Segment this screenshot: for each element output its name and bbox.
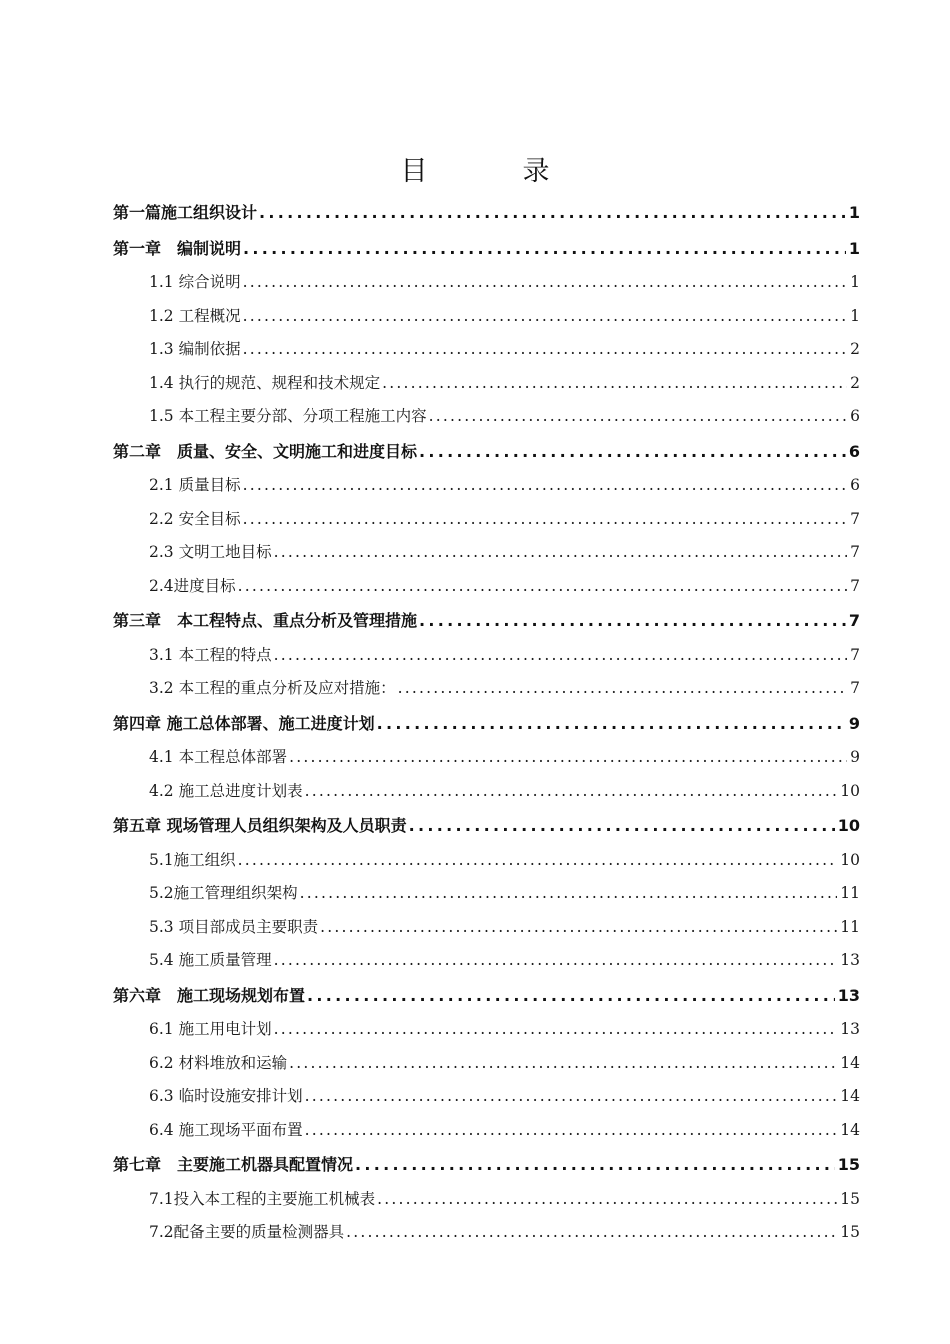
- toc-entry-label: 第四章 施工总体部署、施工进度计划: [113, 713, 375, 733]
- toc-dot-leader: [238, 844, 838, 878]
- toc-page-number: 1: [850, 273, 860, 291]
- toc-section-entry[interactable]: [113, 911, 860, 945]
- toc-page-number: 9: [850, 748, 860, 766]
- table-of-contents: [113, 195, 860, 1250]
- toc-entry-label: 4.2 施工总进度计划表: [149, 781, 303, 800]
- toc-chapter-entry[interactable]: [113, 1147, 860, 1183]
- toc-dot-leader: [289, 741, 847, 775]
- toc-entry-label: 1.2 工程概况: [149, 306, 241, 325]
- toc-page-number: 1: [848, 238, 860, 258]
- toc-page-number: 13: [840, 951, 860, 969]
- toc-chapter-entry[interactable]: [113, 195, 860, 231]
- toc-chapter-entry[interactable]: [113, 808, 860, 844]
- toc-dot-leader: [289, 1047, 837, 1081]
- toc-section-entry[interactable]: [113, 503, 860, 537]
- toc-section-entry[interactable]: [113, 877, 860, 911]
- toc-page-number: 14: [840, 1120, 860, 1139]
- toc-section-entry[interactable]: [113, 775, 860, 809]
- toc-section-entry[interactable]: [113, 1047, 860, 1081]
- toc-page-number: 6: [850, 407, 860, 425]
- toc-dot-leader: [274, 536, 848, 570]
- toc-entry-label: 第一篇施工组织设计: [113, 203, 258, 222]
- toc-entry-label: 1.4 执行的规范、规程和技术规定: [149, 373, 381, 392]
- toc-dot-leader: [274, 1013, 838, 1047]
- page-title: 目 录: [400, 156, 584, 188]
- toc-section-entry[interactable]: [113, 1080, 860, 1114]
- toc-dot-leader: [274, 639, 848, 673]
- toc-section-entry[interactable]: [113, 1114, 860, 1148]
- toc-entry-label: 第五章 现场管理人员组织架构及人员职责: [113, 816, 407, 835]
- toc-dot-leader: [238, 570, 847, 604]
- toc-page-number: 1: [848, 203, 860, 222]
- toc-dot-leader: [377, 1183, 837, 1217]
- toc-chapter-entry[interactable]: [113, 978, 860, 1014]
- toc-entry-label: 2.3 文明工地目标: [149, 543, 272, 561]
- toc-entry-label: 3.2 本工程的重点分析及应对措施：: [149, 679, 396, 697]
- toc-entry-label: 第一章 编制说明: [113, 238, 242, 258]
- toc-entry-label: 5.4 施工质量管理: [149, 951, 272, 969]
- toc-dot-leader: [305, 1080, 838, 1114]
- toc-dot-leader: [419, 434, 846, 470]
- toc-entry-label: 6.3 临时设施安排计划: [149, 1087, 303, 1105]
- toc-dot-leader: [377, 706, 846, 742]
- toc-dot-leader: [346, 1216, 837, 1250]
- toc-page-number: 10: [840, 781, 860, 800]
- toc-dot-leader: [259, 195, 846, 231]
- toc-section-entry[interactable]: [113, 266, 860, 300]
- toc-dot-leader: [320, 911, 837, 945]
- toc-page-number: 15: [840, 1223, 860, 1241]
- toc-page-number: 9: [848, 713, 860, 733]
- toc-page-number: 13: [840, 1020, 860, 1038]
- toc-page-number: 7: [850, 645, 860, 664]
- toc-section-entry[interactable]: [113, 844, 860, 878]
- toc-page-number: 1: [850, 306, 860, 325]
- toc-page-number: 6: [850, 476, 860, 494]
- toc-entry-label: 7.1投入本工程的主要施工机械表: [149, 1189, 376, 1208]
- toc-page-number: 6: [848, 441, 860, 461]
- toc-entry-label: 第六章 施工现场规划布置: [113, 985, 306, 1005]
- toc-section-entry[interactable]: [113, 639, 860, 673]
- toc-dot-leader: [243, 469, 848, 503]
- toc-page-number: 11: [840, 884, 860, 902]
- toc-page-number: 10: [840, 850, 860, 869]
- toc-entry-label: 第七章 主要施工机器具配置情况: [113, 1155, 354, 1174]
- toc-entry-label: 1.3 编制依据: [149, 340, 241, 358]
- toc-chapter-entry[interactable]: [113, 434, 860, 470]
- toc-entry-label: 6.1 施工用电计划: [149, 1020, 272, 1038]
- toc-section-entry[interactable]: [113, 469, 860, 503]
- toc-dot-leader: [307, 978, 835, 1014]
- toc-page-number: 14: [840, 1053, 860, 1072]
- toc-page-number: 14: [840, 1087, 860, 1105]
- toc-entry-label: 2.4进度目标: [149, 576, 236, 595]
- toc-section-entry[interactable]: [113, 570, 860, 604]
- toc-dot-leader: [429, 400, 848, 434]
- toc-entry-label: 1.5 本工程主要分部、分项工程施工内容: [149, 407, 427, 425]
- toc-entry-label: 6.2 材料堆放和运输: [149, 1053, 288, 1072]
- toc-section-entry[interactable]: [113, 1013, 860, 1047]
- toc-dot-leader: [382, 367, 847, 401]
- toc-entry-label: 5.3 项目部成员主要职责: [149, 917, 319, 936]
- toc-section-entry[interactable]: [113, 944, 860, 978]
- toc-chapter-entry[interactable]: [113, 603, 860, 639]
- toc-section-entry[interactable]: [113, 741, 860, 775]
- toc-page-number: 10: [837, 816, 860, 835]
- toc-section-entry[interactable]: [113, 672, 860, 706]
- toc-dot-leader: [274, 944, 838, 978]
- toc-dot-leader: [243, 300, 848, 334]
- toc-dot-leader: [409, 808, 835, 844]
- toc-page-number: 15: [840, 1189, 860, 1208]
- toc-section-entry[interactable]: [113, 536, 860, 570]
- toc-entry-label: 第二章 质量、安全、文明施工和进度目标: [113, 441, 418, 461]
- toc-dot-leader: [300, 877, 838, 911]
- toc-chapter-entry[interactable]: [113, 706, 860, 742]
- toc-dot-leader: [355, 1147, 835, 1183]
- toc-dot-leader: [305, 775, 838, 809]
- toc-page-number: 15: [837, 1155, 860, 1174]
- toc-entry-label: 2.1 质量目标: [149, 476, 241, 494]
- toc-page-number: 7: [850, 576, 860, 595]
- toc-entry-label: 第三章 本工程特点、重点分析及管理措施: [113, 611, 418, 630]
- toc-entry-label: 5.1施工组织: [149, 850, 236, 869]
- toc-page-number: 7: [848, 611, 860, 630]
- toc-dot-leader: [243, 266, 848, 300]
- toc-dot-leader: [243, 333, 848, 367]
- toc-dot-leader: [398, 672, 848, 706]
- toc-entry-label: 3.1 本工程的特点: [149, 645, 272, 664]
- toc-entry-label: 7.2配备主要的质量检测器具: [149, 1223, 345, 1241]
- toc-entry-label: 1.1 综合说明: [149, 273, 241, 291]
- toc-section-entry[interactable]: [113, 300, 860, 334]
- toc-entry-label: 6.4 施工现场平面布置: [149, 1120, 303, 1139]
- toc-section-entry[interactable]: [113, 1216, 860, 1250]
- toc-page-number: 11: [840, 917, 860, 936]
- toc-chapter-entry[interactable]: [113, 231, 860, 267]
- toc-dot-leader: [243, 503, 848, 537]
- toc-page-number: 2: [850, 373, 860, 392]
- toc-section-entry[interactable]: [113, 367, 860, 401]
- toc-section-entry[interactable]: [113, 1183, 860, 1217]
- toc-page-number: 7: [850, 509, 860, 528]
- toc-dot-leader: [419, 603, 846, 639]
- toc-entry-label: 5.2施工管理组织架构: [149, 884, 298, 902]
- toc-page-number: 7: [850, 679, 860, 697]
- toc-page-number: 7: [850, 543, 860, 561]
- toc-section-entry[interactable]: [113, 333, 860, 367]
- toc-section-entry[interactable]: [113, 400, 860, 434]
- toc-dot-leader: [305, 1114, 838, 1148]
- toc-entry-label: 4.1 本工程总体部署: [149, 748, 288, 766]
- toc-page-number: 13: [837, 985, 860, 1005]
- toc-dot-leader: [243, 231, 846, 267]
- toc-entry-label: 2.2 安全目标: [149, 509, 241, 528]
- toc-page-number: 2: [850, 340, 860, 358]
